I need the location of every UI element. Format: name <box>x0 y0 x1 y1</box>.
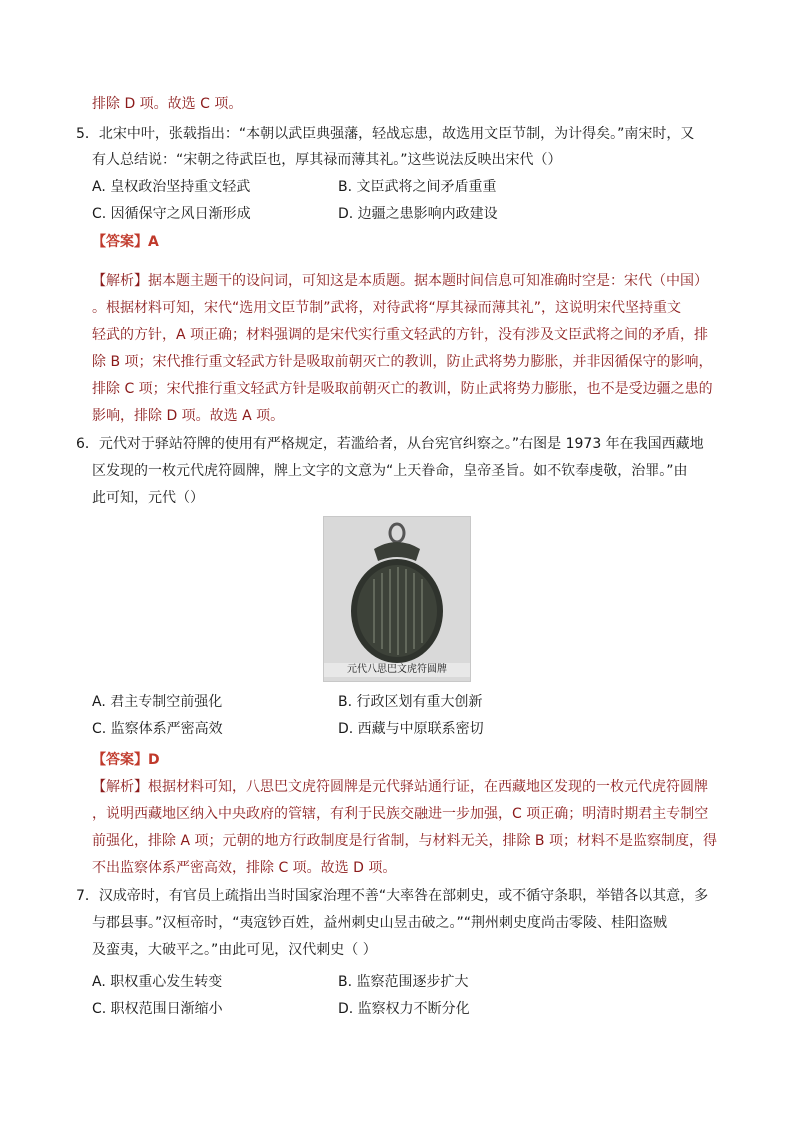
q5-answer: 【答案】A <box>92 234 159 250</box>
q5-stem-line2: 有人总结说：“宋朝之待武臣也，厚其禄而薄其礼。”这些说法反映出宋代（） <box>92 152 562 168</box>
q5-stem-line1: 5．北宋中叶，张载指出：“本朝以武臣典强藩，轻战忘患，故选用文臣节制，为计得矣。”南宋时，又 <box>76 126 695 142</box>
q5-analysis-line4: 除 B 项；宋代推行重文轻武方针是吸取前朝灭亡的教训，防止武将势力膨胀，并非因循保守的影响， <box>92 354 713 370</box>
q7-option-d: D. 监察权力不断分化 <box>338 1001 470 1017</box>
q6-analysis-line2: ，说明西藏地区纳入中央政府的管辖，有利于民族交融进一步加强，C 项正确；明清时期君主专制空 <box>92 806 709 822</box>
q5-analysis-line5: 排除 C 项；宋代推行重文轻武方针是吸取前朝灭亡的教训，防止武将势力膨胀，也不是受边疆之患的 <box>92 381 713 397</box>
q6-analysis-line1: 【解析】根据材料可知，八思巴文虎符圆牌是元代驿站通行证，在西藏地区发现的一枚元代虎符圆牌 <box>92 779 708 795</box>
q6-option-d: D. 西藏与中原联系密切 <box>338 721 484 737</box>
q5-analysis-line2: 。根据材料可知，宋代“选用文臣节制”武将，对待武将“厚其禄而薄其礼”，这说明宋代坚持重文 <box>92 300 682 316</box>
q7-option-a: A. 职权重心发生转变 <box>92 974 223 990</box>
q6-option-b: B. 行政区划有重大创新 <box>338 694 483 710</box>
q7-option-b: B. 监察范围逐步扩大 <box>338 974 469 990</box>
q7-option-c: C. 职权范围日渐缩小 <box>92 1001 223 1017</box>
q5-analysis-line6: 影响，排除 D 项。故选 A 项。 <box>92 408 285 424</box>
q7-stem-line3: 及蛮夷，大破平之。”由此可见，汉代刺史（ ） <box>92 942 377 958</box>
q7-stem-line2: 与郡县事。”汉桓帝时，“夷寇钞百姓，益州刺史山昱击破之。”“荆州刺史度尚击零陵、桂阳盗贼 <box>92 915 668 931</box>
q6-option-a: A. 君主专制空前强化 <box>92 694 223 710</box>
figure-caption: 元代八思巴文虎符圆牌 <box>324 663 470 677</box>
q5-option-c: C. 因循保守之风日渐形成 <box>92 206 251 222</box>
q6-stem-line3: 此可知，元代（） <box>92 490 204 506</box>
q7-stem-line1: 7．汉成帝时，有官员上疏指出当时国家治理不善“大率咎在部刺史，或不循守条职，举错各以其意，多 <box>76 888 709 904</box>
q6-stem-line1: 6．元代对于驿站符牌的使用有严格规定，若滥给者，从台宪官纠察之。”右图是 1973 年在我国西藏地 <box>76 436 704 452</box>
q5-option-a: A. 皇权政治坚持重文轻武 <box>92 179 251 195</box>
q6-option-c: C. 监察体系严密高效 <box>92 721 223 737</box>
q5-option-d: D. 边疆之患影响内政建设 <box>338 206 498 222</box>
q6-analysis-line4: 不出监察体系严密高效，排除 C 项。故选 D 项。 <box>92 860 397 876</box>
tiger-tally-figure <box>323 516 471 682</box>
q5-analysis-line3: 轻武的方针，A 项正确；材料强调的是宋代实行重文轻武的方针，没有涉及文臣武将之间的矛盾，排 <box>92 327 709 343</box>
q6-answer: 【答案】D <box>92 752 160 768</box>
q6-analysis-line3: 前强化，排除 A 项；元朝的地方行政制度是行省制，与材料无关，排除 B 项；材料不是监察制度，得 <box>92 833 717 849</box>
prev-question-tail: 排除 D 项。故选 C 项。 <box>92 96 243 112</box>
round-tally-image <box>324 517 470 681</box>
q5-analysis-line1: 【解析】据本题主题干的设问词，可知这是本质题。据本题时间信息可知准确时空是：宋代（中国） <box>92 273 708 289</box>
q6-stem-line2: 区发现的一枚元代虎符圆牌，牌上文字的文意为“上天眷命，皇帝圣旨。如不钦奉虔敬，治罪。”由 <box>92 463 688 479</box>
q5-option-b: B. 文臣武将之间矛盾重重 <box>338 179 497 195</box>
